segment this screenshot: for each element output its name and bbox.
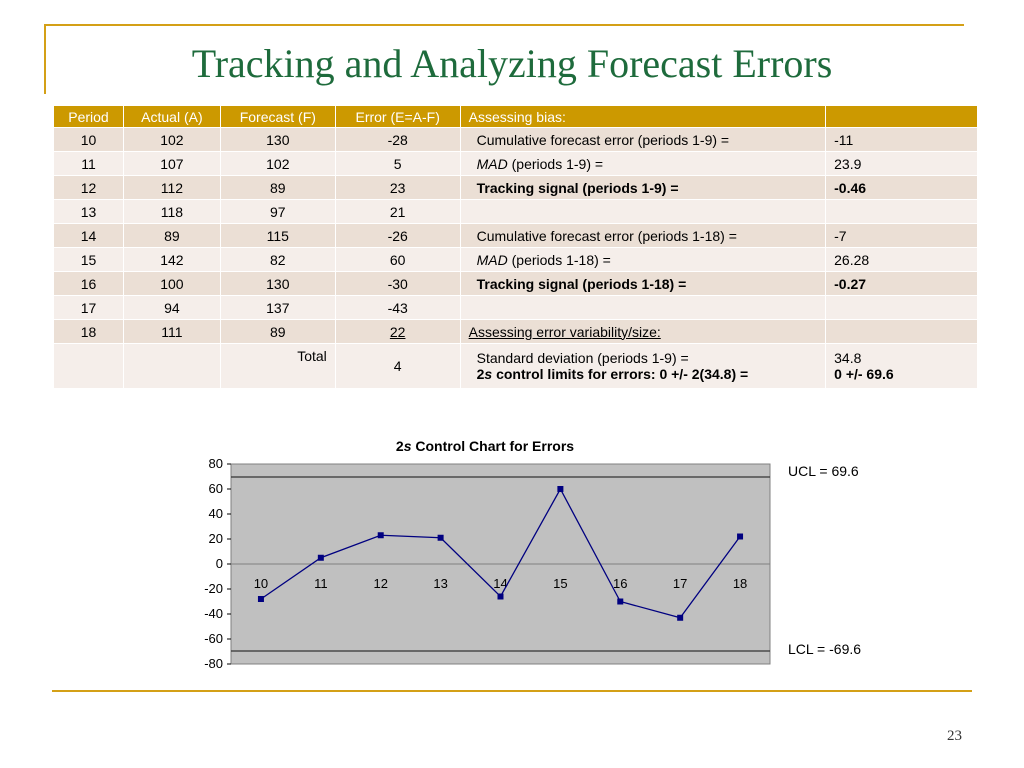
cfe-1-9-label: Cumulative forecast error (periods 1-9) = (460, 128, 826, 152)
x-tick-label: 10 (253, 576, 269, 591)
cell-period: 11 (54, 152, 124, 176)
cell-period: 13 (54, 200, 124, 224)
x-tick-label: 16 (613, 576, 628, 591)
cell-error: 21 (335, 200, 460, 224)
y-tick-label: -60 (204, 631, 223, 646)
total-label: Total (220, 344, 335, 389)
table-row (54, 320, 978, 344)
table-row (54, 128, 978, 152)
lcl-label: LCL = -69.6 (788, 641, 862, 657)
table-row (54, 152, 978, 176)
sd-and-control-limits (460, 344, 826, 389)
table-row (54, 272, 978, 296)
variability-heading: Assessing error variability/size: (460, 320, 826, 344)
mad-1-18-text: (periods 1-18) = (507, 251, 611, 268)
cell-error: 22 (335, 320, 460, 344)
control-limits-label (477, 366, 822, 382)
cell-error: -43 (335, 296, 460, 320)
cell-period: 14 (54, 224, 124, 248)
page-number: 23 (947, 728, 962, 744)
x-tick-label: 15 (553, 576, 568, 591)
header-actual: Actual (A) (123, 106, 220, 128)
cell-forecast: 130 (220, 128, 335, 152)
cell-error: 23 (335, 176, 460, 200)
cfe-1-9-value: -11 (826, 128, 978, 152)
y-tick-label: 0 (215, 556, 223, 571)
cell-actual: 94 (123, 296, 220, 320)
cell-forecast: 137 (220, 296, 335, 320)
chart-title-prefix: 2 (395, 438, 404, 454)
header-forecast: Forecast (F) (220, 106, 335, 128)
ts-1-9-label: Tracking signal (periods 1-9) = (460, 176, 826, 200)
data-point (557, 486, 563, 492)
mad-1-9-value: 23.9 (826, 152, 978, 176)
cell-error: -26 (335, 224, 460, 248)
header-assessing-bias: Assessing bias: (460, 106, 826, 128)
sd-and-cl-values (826, 344, 978, 389)
x-tick-label: 11 (314, 576, 328, 591)
mad-1-18-value: 26.28 (826, 248, 978, 272)
slide-title: Tracking and Analyzing Forecast Errors (191, 41, 833, 86)
y-tick-label: -40 (204, 606, 223, 621)
x-tick-label: 13 (433, 576, 448, 591)
data-point (737, 534, 743, 540)
data-point (378, 532, 384, 538)
cell-actual: 89 (123, 224, 220, 248)
ucl-label: UCL = 69.6 (788, 463, 859, 479)
chart-title (396, 438, 574, 454)
cell-period: 15 (54, 248, 124, 272)
header-values (826, 106, 978, 128)
y-tick-label: 60 (208, 481, 223, 496)
empty-cell (54, 344, 124, 389)
data-point (617, 599, 623, 605)
cell-forecast: 115 (220, 224, 335, 248)
cell-period: 16 (54, 272, 124, 296)
y-tick-label: 40 (208, 506, 223, 521)
cell-error: -30 (335, 272, 460, 296)
chart-title-s: s (403, 438, 412, 454)
empty-cell (123, 344, 220, 389)
empty-note-cell (460, 200, 826, 224)
empty-value-cell (826, 296, 978, 320)
header-period: Period (54, 106, 124, 128)
data-point (438, 535, 444, 541)
total-value: 4 (335, 344, 460, 389)
cell-forecast: 82 (220, 248, 335, 272)
table-row (54, 248, 978, 272)
cell-error: 60 (335, 248, 460, 272)
cfe-1-18-label: Cumulative forecast error (periods 1-18) = (460, 224, 826, 248)
y-tick-label: -80 (204, 656, 223, 671)
x-tick-label: 14 (493, 576, 508, 591)
y-tick-label: 80 (208, 456, 223, 471)
table-row (54, 176, 978, 200)
cell-actual: 142 (123, 248, 220, 272)
chart-plot-layer (204, 456, 861, 671)
cell-forecast: 130 (220, 272, 335, 296)
x-tick-label: 18 (732, 576, 748, 591)
x-tick-label: 17 (672, 576, 688, 591)
chart-title-rest: Control Chart for Errors (411, 438, 575, 454)
data-point (677, 615, 683, 621)
table-total-row (54, 344, 978, 389)
x-tick-label: 12 (373, 576, 388, 591)
mad-word: MAD (476, 155, 508, 172)
cell-period: 10 (54, 128, 124, 152)
empty-value-cell (826, 200, 978, 224)
y-tick-label: -20 (204, 581, 223, 596)
y-tick-label: 20 (208, 531, 223, 546)
cl-prefix: 2 (476, 366, 485, 382)
cl-value: 0 +/- 69.6 (834, 366, 894, 382)
control-chart (180, 430, 900, 678)
frame-top-line (44, 24, 964, 26)
ts-1-18-value: -0.27 (826, 272, 978, 296)
frame-bottom-line (52, 690, 972, 692)
cell-forecast: 97 (220, 200, 335, 224)
cell-actual: 100 (123, 272, 220, 296)
header-error: Error (E=A-F) (335, 106, 460, 128)
cl-s: s (484, 366, 493, 382)
mad-1-9-text: (periods 1-9) = (507, 155, 604, 172)
mad-word: MAD (476, 251, 508, 268)
data-point (258, 596, 264, 602)
cell-actual: 118 (123, 200, 220, 224)
forecast-error-table (53, 105, 978, 389)
mad-1-18-label (460, 248, 826, 272)
empty-value-cell (826, 320, 978, 344)
cell-period: 12 (54, 176, 124, 200)
cell-error: 5 (335, 152, 460, 176)
cl-text: control limits for errors: 0 +/- 2(34.8) = (492, 366, 749, 382)
cell-actual: 107 (123, 152, 220, 176)
cell-period: 17 (54, 296, 124, 320)
cell-forecast: 89 (220, 176, 335, 200)
table-row (54, 224, 978, 248)
cell-actual: 111 (123, 320, 220, 344)
table-row (54, 296, 978, 320)
data-point (498, 594, 504, 600)
cell-error: -28 (335, 128, 460, 152)
cell-forecast: 89 (220, 320, 335, 344)
cell-actual: 112 (123, 176, 220, 200)
cfe-1-18-value: -7 (826, 224, 978, 248)
data-point (318, 555, 324, 561)
cell-period: 18 (54, 320, 124, 344)
table-header-row (54, 106, 978, 128)
cell-forecast: 102 (220, 152, 335, 176)
ts-1-18-label: Tracking signal (periods 1-18) = (460, 272, 826, 296)
empty-note-cell (460, 296, 826, 320)
sd-label: Standard deviation (periods 1-9) = (476, 350, 689, 366)
cell-actual: 102 (123, 128, 220, 152)
sd-value: 34.8 (834, 350, 862, 366)
mad-1-9-label (460, 152, 826, 176)
ts-1-9-value: -0.46 (826, 176, 978, 200)
table-row (54, 200, 978, 224)
